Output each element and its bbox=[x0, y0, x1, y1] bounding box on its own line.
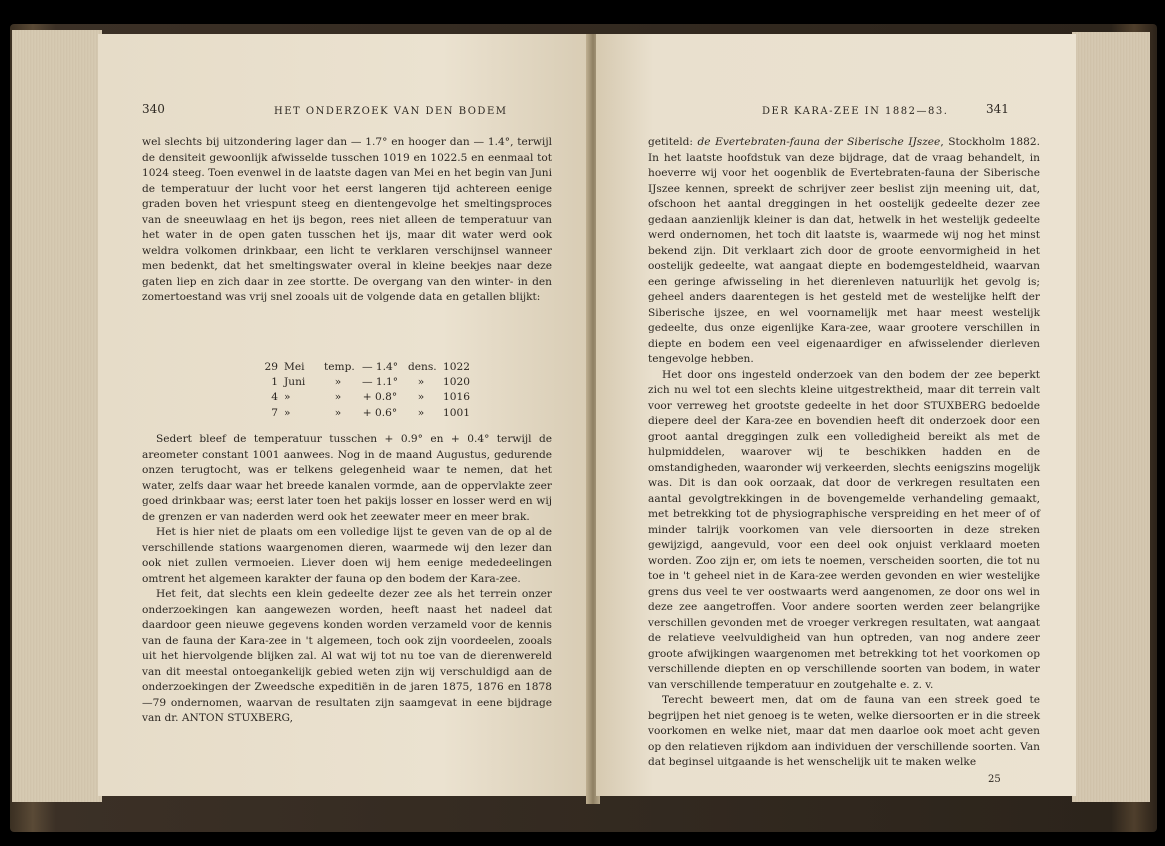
right-page bbox=[596, 34, 1076, 796]
text-block-top bbox=[142, 135, 552, 306]
table-row bbox=[254, 360, 470, 375]
table-cell: 1016 bbox=[443, 391, 470, 404]
table-cell: — 1.1° bbox=[361, 376, 399, 389]
table-cell: » bbox=[334, 376, 342, 389]
table-cell: » bbox=[417, 376, 425, 389]
signature-mark: 25 bbox=[988, 774, 1001, 785]
cited-title: de Evertebraten-fauna der Siberische IJszee bbox=[697, 136, 941, 148]
table-cell: 1 bbox=[271, 376, 278, 389]
paragraph-prefix: getiteld: bbox=[648, 136, 698, 148]
table-cell: » bbox=[334, 406, 342, 419]
table-cell: » bbox=[417, 406, 425, 419]
table-row bbox=[254, 375, 470, 390]
paragraph bbox=[648, 135, 1040, 368]
table-cell: temp. bbox=[324, 361, 355, 373]
table-cell: 1022 bbox=[443, 361, 470, 373]
page-number: 341 bbox=[986, 102, 1009, 116]
paragraph-rest: , Stockholm 1882. In het laatste hoofdstuk van deze bijdrage, dat de vraag behandelt, in hoeverre wij voor het oogenblik de Evertebraten-fauna der Siberische IJszee kennen, spreekt de schrijver zeer beslist zijn meening uit, dat, ofschoon het aantal dreggingen in het oostelijk gedeelte dezer zee gedaan aanzienlijk kleiner is dan dat, hetwelk in het westelijk gedeelte werd ondernomen, het toch dit laatste is, waarmede wij nog het minst bekend zijn. Dit verklaart zich door de groote eenvormigheid in het oostelijk gedeelte, wat aangaat diepte en bodemgesteldheid, waarvan een geringe afwisseling in het dierenleven natuurlijk het gevolg is; geheel anders daarentegen is het gesteld met de westelijke helft der Siberische ijszee, en wel voornamelijk met haar meest westelijk gedeelte, dus onze eigenlijke Kara-zee, waar grootere verschillen in diepte en bodem een veel eigenaardiger en afwisselender dierleven tengevolge hebben. bbox=[648, 136, 1040, 365]
paragraph: wel slechts bij uitzondering lager dan — 1.7° en hooger dan — 1.4°, terwijl de densiteit gewoonlijk afwisselde tusschen 1019 en 1022.5 en eenmaal tot 1024 steeg. Toen evenwel in de laatste dagen van Mei en het begin van Juni de temperatuur der lucht voor het eerst langeren tijd achtereen eenige graden boven het vriespunt steeg en dientengevolge het smeltingsproces van de sneeuwlaag en het ijs begon, rees niet alleen de temperatuur van het water in de open gaten tusschen het ijs, maar dit water werd ook weldra volkomen drinkbaar, een licht te verklaren verschijnsel wanneer men bedenkt, dat het smeltingswater overal in kleine beekjes naar deze gaten liep en zich daar in zee stortte. De overgang van den winter- in den zomertoestand was vrij snel zooals uit de volgende data en getallen blijkt: bbox=[142, 136, 552, 303]
table-cell: Mei bbox=[284, 361, 305, 373]
table-row bbox=[254, 406, 470, 421]
table-cell: 29 bbox=[264, 361, 278, 373]
table-cell: dens. bbox=[408, 361, 437, 373]
table-cell: — 1.4° bbox=[361, 361, 399, 373]
table-cell: 1020 bbox=[443, 376, 470, 389]
table-cell: » bbox=[284, 406, 291, 419]
right-page-edges bbox=[1072, 32, 1150, 802]
measurement-table bbox=[254, 360, 470, 421]
paragraph: Het feit, dat slechts een klein gedeelte dezer zee als het terrein onzer onderzoekingen kan aangewezen worden, heeft naast het nadeel dat daardoor geen nieuwe gegevens konden worden verzameld voor de kennis van de fauna der Kara-zee in 't algemeen, toch ook zijn voordeelen, zooals uit het hiervolgende blijken zal. Al wat wij tot nu toe van de dierenwereld van dit meestal ontoegankelijk gebied weten zijn wij verschuldigd aan de onderzoekingen der Zweedsche expeditiën in de jaren 1875, 1876 en 1878—79 ondernomen, waarvan de resultaten zijn saamgevat in eene bijdrage van dr. ANTON STUXBERG, bbox=[142, 588, 552, 724]
paragraph: Terecht beweert men, dat om de fauna van een streek goed te begrijpen het niet genoeg is te weten, welke diersoorten er in die streek voorkomen en welke niet, maar dat men daarloe ook moet acht geven op den relatieven rijkdom aan individuen der verschillende soorten. Van dat beginsel uitgaande is het wenschelijk uit te maken welke bbox=[648, 694, 1040, 768]
running-head: HET ONDERZOEK VAN DEN BODEM bbox=[274, 106, 508, 117]
page-number: 340 bbox=[142, 102, 165, 116]
running-head: DER KARA-ZEE IN 1882—83. bbox=[762, 106, 949, 117]
left-page bbox=[98, 34, 590, 796]
text-block-bottom bbox=[142, 432, 552, 727]
table-cell: Juni bbox=[284, 376, 306, 389]
table-cell: » bbox=[284, 391, 291, 404]
table-cell: 1001 bbox=[443, 406, 470, 419]
table-cell: 7 bbox=[271, 406, 278, 419]
table-cell: » bbox=[417, 391, 425, 404]
text-block bbox=[648, 135, 1040, 771]
table-cell: » bbox=[334, 391, 342, 404]
table-cell: + 0.6° bbox=[362, 406, 398, 419]
table-cell: + 0.8° bbox=[362, 391, 398, 404]
table-row bbox=[254, 390, 470, 405]
paragraph: Het is hier niet de plaats om een volledige lijst te geven van de op al de verschillende stations waargenomen dieren, waarmede wij den lezer dan ook niet zullen vermoeien. Liever doen wij hem eenige mededeelingen omtrent het algemeen karakter der fauna op den bodem der Kara-zee. bbox=[142, 526, 552, 585]
paragraph: Sedert bleef de temperatuur tusschen + 0.9° en + 0.4° terwijl de areometer constant 1001 aanwees. Nog in de maand Augustus, gedurende onzen terugtocht, was er telkens gelegenheid waar te nemen, dat het water, zelfs daar waar het breede kanalen vormde, aan de oppervlakte zeer goed drinkbaar was; eerst later toen het pakijs losser en losser werd en wij de grenzen er van naderden werd ook het zeewater meer en meer brak. bbox=[142, 433, 552, 523]
table-cell: 4 bbox=[271, 391, 278, 404]
left-page-edges bbox=[12, 30, 102, 802]
paragraph: Het door ons ingesteld onderzoek van den bodem der zee beperkt zich nu wel tot een slechts kleine uitgestrektheid, maar dit terrein valt voor verreweg het grootste gedeelte in het door STUXBERG bedoelde diepere deel der Kara-zee en bovendien heeft dit onderzoek door een groot aantal dreggingen zulk een volledigheid bereikt als met de hulpmiddelen, waarover wij te beschikken hadden en de omstandigheden, waaronder wij verkeerden, slechts eenigszins mogelijk was. Dit is dan ook oorzaak, dat door de verkregen resultaten een aantal gevolgtrekkingen in de bovengemelde verhandeling gemaakt, met betrekking tot de physiographische verspreiding en het meer of of minder talrijk voorkomen van vele diersoorten in deze streken gewijzigd, aangevuld, voor een deel ook onjuist verklaard moeten worden. Zoo zijn er, om iets te noemen, verscheiden soorten, die tot nu toe in 't geheel niet in de Kara-zee werden gevonden en wier westelijke grens dus veel te ver oostwaarts werd aangenomen, ze door ons wel in deze zee aangetroffen. Voor andere soorten werden zeer belangrijke verschillen gevonden met de vroeger verkregen resultaten, wat aangaat de relatieve veelvuldigheid van hun optreden, van nog andere zeer groote afwijkingen waargenomen met betrekking tot het voorkomen op verschillende diepten en op verschillende soorten van bodem, in water van verschillende temperatuur en zoutgehalte e. z. v. bbox=[648, 368, 1040, 691]
